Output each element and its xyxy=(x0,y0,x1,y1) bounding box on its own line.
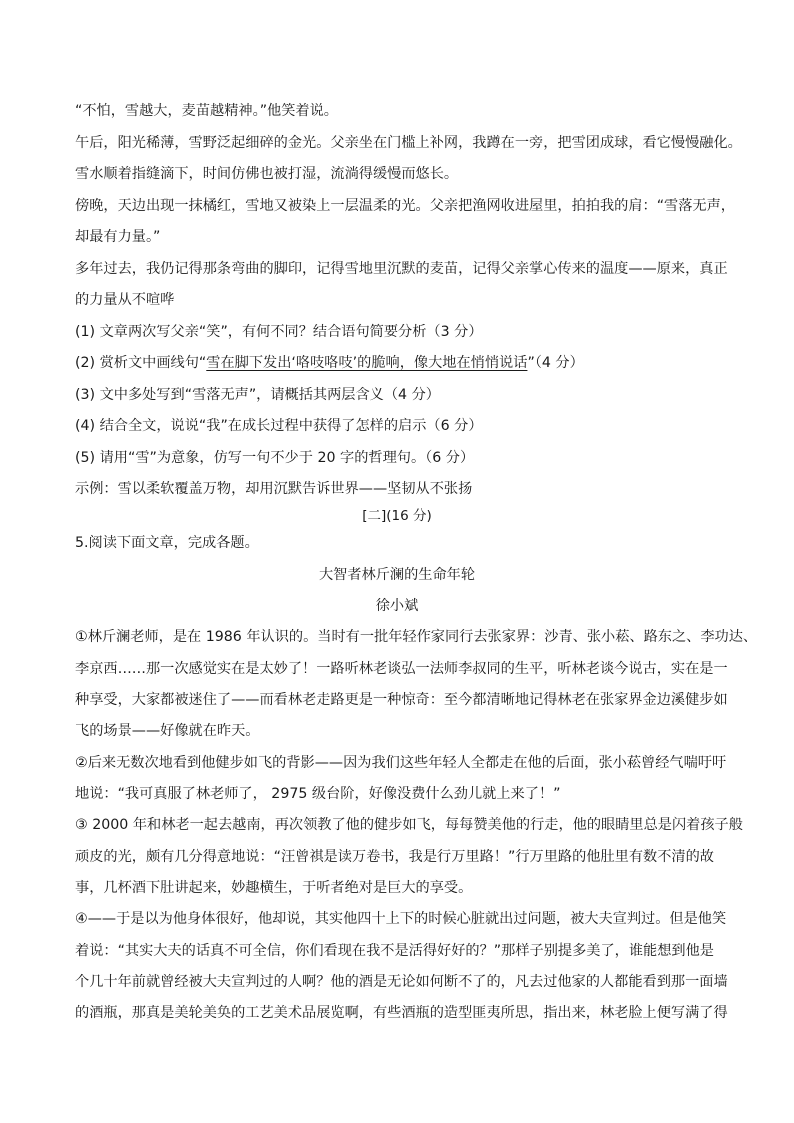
article-line: 种享受，大家都被迷住了——而看林老走路更是一种惊奇：至今都清晰地记得林老在张家界金边溪健步如 xyxy=(75,692,728,708)
question-2 xyxy=(75,353,725,373)
question-5: (5) 请用“雪”为意象，仿写一句不少于 20 字的哲理句。（6 分） xyxy=(75,450,475,466)
article-line: ③ 2000 年和林老一起去越南，再次领教了他的健步如飞，每每赞美他的行走，他的眼睛里总是闪着孩子般 xyxy=(75,817,743,833)
story-paragraph: 的力量从不喧哗 xyxy=(75,292,175,308)
article-line: 李京西……那一次感觉实在是太妙了！一路听林老谈弘一法师李叔同的生平，听林老谈今说古，实在是一 xyxy=(75,661,728,677)
question-3: (3) 文中多处写到“雪落无声”，请概括其两层含义（4 分） xyxy=(75,387,440,403)
story-paragraph: 多年过去，我仍记得那条弯曲的脚印，记得雪地里沉默的麦苗，记得父亲掌心传来的温度——原来，真正 xyxy=(75,261,728,277)
section-header: [二](16 分) xyxy=(362,508,432,524)
article-line: 顽皮的光，颇有几分得意地说：“汪曾祺是读万卷书，我是行万里路！”行万里路的他肚里有数不清的故 xyxy=(75,849,714,865)
question-4: (4) 结合全文，说说“我”在成长过程中获得了怎样的启示（6 分） xyxy=(75,418,483,434)
article-line: 地说：“我可真服了林老师了， 2975 级台阶，好像没费什么劲儿就上来了！” xyxy=(75,786,561,802)
story-paragraph: 却最有力量。” xyxy=(75,229,161,245)
example-answer: 示例：雪以柔软覆盖万物，却用沉默告诉世界——坚韧从不张扬 xyxy=(75,481,473,497)
article-line: ②后来无数次地看到他健步如飞的背影——因为我们这些年轻人全都走在他的后面，张小菘曾经气喘吁吁 xyxy=(75,755,727,771)
underlined-sentence: 雪在脚下发出‘咯吱咯吱’的脆响，像大地在悄悄说话 xyxy=(206,355,528,371)
question-2-prefix: (2) 赏析文中画线句“ xyxy=(75,355,207,371)
question-2-suffix: ”（4 分） xyxy=(527,355,584,371)
article-line: ①林斤澜老师，是在 1986 年认识的。当时有一批年轻作家同行去张家界：沙青、张小菘、路东之、李功达、 xyxy=(75,629,758,645)
story-paragraph: 傍晚，天边出现一抹橘红，雪地又被染上一层温柔的光。父亲把渔网收进屋里，拍拍我的肩：“雪落无声， xyxy=(75,198,735,214)
question-1: (1) 文章两次写父亲“笑”，有何不同？结合语句简要分析（3 分） xyxy=(75,324,483,340)
story-paragraph: 午后，阳光稀薄，雪野泛起细碎的金光。父亲坐在门槛上补网，我蹲在一旁，把雪团成球，看它慢慢融化。 xyxy=(75,135,742,151)
article-line: 个几十年前就曾经被大夫宣判过的人啊？他的酒是无论如何断不了的，凡去过他家的人都能看到那一面墙 xyxy=(75,974,728,990)
article-line: 着说：“其实大夫的话真不可全信，你们看现在我不是活得好好的？”那样子别提多美了，谁能想到他是 xyxy=(75,943,714,959)
reading-instruction: 5.阅读下面文章，完成各题。 xyxy=(75,535,259,551)
story-paragraph: 雪水顺着指缝滴下，时间仿佛也被打湿，流淌得缓慢而悠长。 xyxy=(75,166,459,182)
story-paragraph: “不怕，雪越大，麦苗越精神。”他笑着说。 xyxy=(75,103,338,119)
article-title: 大智者林斤澜的生命年轮 xyxy=(318,567,476,583)
article-line: 事，几杯酒下肚讲起来，妙趣横生，于听者绝对是巨大的享受。 xyxy=(75,880,473,896)
article-line: 飞的场景——好像就在昨天。 xyxy=(75,723,260,739)
article-line: ④——于是以为他身体很好，他却说，其实他四十上下的时候心脏就出过问题，被大夫宣判过。但是他笑 xyxy=(75,911,727,927)
article-line: 的酒瓶，那真是美轮美奂的工艺美术品展览啊，有些酒瓶的造型匪夷所思，指出来，林老脸上便写满了得 xyxy=(75,1005,728,1021)
article-author: 徐小斌 xyxy=(375,598,419,614)
